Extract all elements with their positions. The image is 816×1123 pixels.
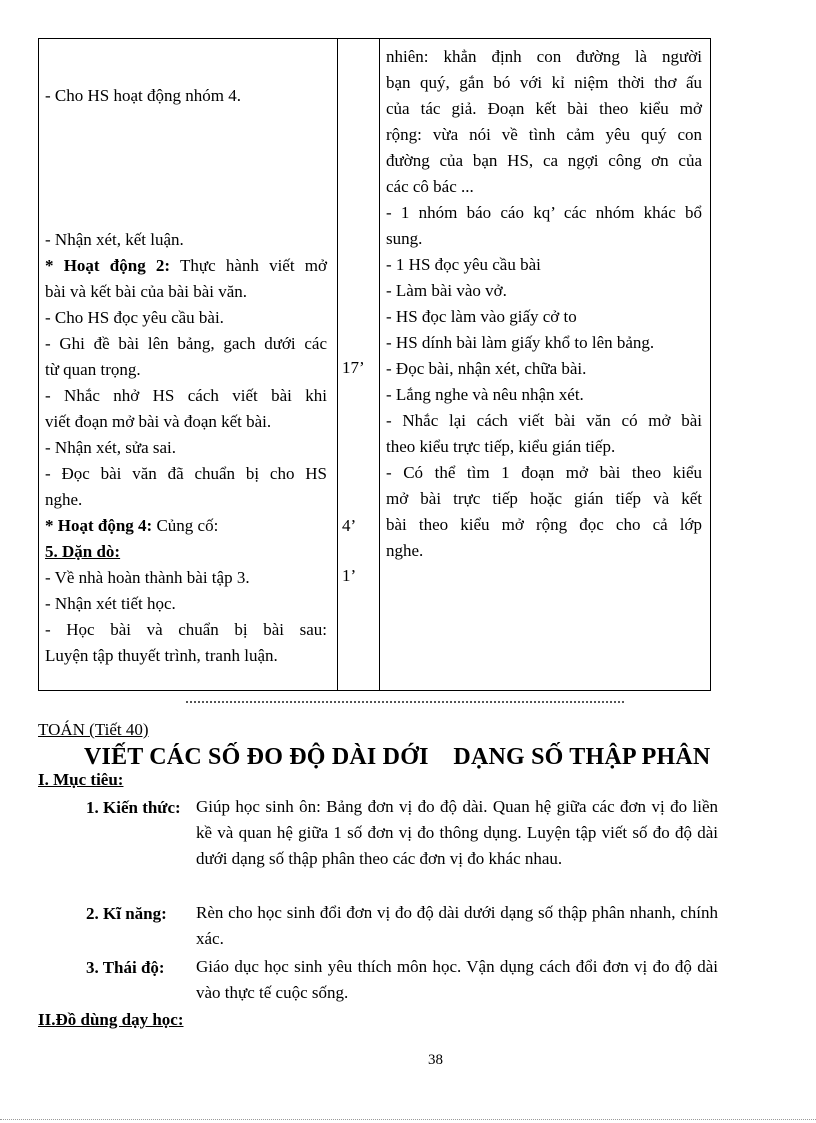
teacher-line: Luyện tập thuyết trình, tranh luận. [45, 646, 278, 665]
dotted-separator [186, 697, 624, 703]
student-line: - Đọc bài, nhận xét, chữa bài. [386, 359, 587, 378]
teacher-activity-column [39, 39, 338, 690]
time-column [338, 39, 380, 690]
time-value: 1’ [342, 566, 357, 585]
teacher-line: - Ghi đề bài lên bảng, gach dưới các [45, 334, 327, 353]
student-line: rộng: vừa nói về tình cảm yêu quý con [386, 125, 702, 144]
teacher-line: từ quan trọng. [45, 360, 141, 379]
teacher-line: - Nhắc nhở HS cách viết bài khi [45, 386, 327, 405]
student-line: bài theo kiểu mở rộng đọc cho cả lớp [386, 515, 702, 534]
homework-heading: 5. Dặn dò: [45, 542, 121, 561]
subject-heading: TOÁN (Tiết 40) [38, 720, 149, 739]
student-line: các cô bác ... [386, 177, 474, 196]
student-line: sung. [386, 229, 423, 248]
student-line: - HS đọc làm vào giấy cở to [386, 307, 577, 326]
student-line: - Có thể tìm 1 đoạn mở bài theo kiểu [386, 463, 702, 482]
student-line: - 1 HS đọc yêu cầu bài [386, 255, 541, 274]
section-objectives-heading: I. Mục tiêu: [38, 770, 124, 789]
activity-4-label: * Hoạt động 4: [45, 516, 153, 535]
student-line: - Làm bài vào vở. [386, 281, 507, 300]
teacher-line: - Học bài và chuẩn bị bài sau: [45, 620, 327, 639]
student-line: đường của bạn HS, ca ngợi công ơn của [386, 151, 702, 170]
section-materials-heading: II.Đồ dùng dạy học: [38, 1010, 184, 1029]
activity-2-label: * Hoạt động 2: [45, 256, 171, 275]
teacher-line: - Đọc bài văn đã chuẩn bị cho HS [45, 464, 327, 483]
teacher-line: - Về nhà hoàn thành bài tập 3. [45, 568, 250, 587]
student-activity-column [380, 39, 710, 690]
bottom-dotted-border [0, 1119, 816, 1120]
lesson-plan-table [38, 38, 711, 691]
student-line: - Lắng nghe và nêu nhận xét. [386, 385, 584, 404]
teacher-line: - Cho HS đọc yêu cầu bài. [45, 308, 224, 327]
student-line: mở bài trực tiếp hoặc gián tiếp và kết [386, 489, 702, 508]
objective-knowledge-text: Giúp học sinh ôn: Bảng đơn vị đo độ dài. Quan hệ giữa các đơn vị đo liền kề và quan hệ giữa 1 số đơn vị đo thông dụng. Luyện tập viết số đo độ dài dưới dạng số thập phân theo các đơn vị đo khác nhau. [196, 797, 718, 868]
teacher-line: - Cho HS hoạt động nhóm 4. [45, 86, 241, 105]
objective-skill-text: Rèn cho học sinh đổi đơn vị đo độ dài dưới dạng số thập phân nhanh, chính xác. [196, 903, 718, 948]
teacher-line: - Nhận xét tiết học. [45, 594, 176, 613]
objective-attitude-text: Giáo dục học sinh yêu thích môn học. Vận dụng cách đổi đơn vị đo độ dài vào thực tế cuộc sống. [196, 957, 718, 1002]
objective-attitude-label: 3. Thái độ: [86, 958, 165, 977]
student-line: - Nhắc lại cách viết bài văn có mở bài [386, 411, 702, 430]
student-line: nghe. [386, 541, 424, 560]
time-value: 4’ [342, 516, 357, 535]
student-line: bạn quý, gắn bó với kỉ niệm thời thơ ấu [386, 73, 702, 92]
objective-knowledge-label: 1. Kiến thức: [86, 798, 181, 817]
teacher-line: nghe. [45, 490, 83, 509]
objective-skill-label: 2. Kĩ năng: [86, 904, 167, 923]
teacher-line: - Nhận xét, kết luận. [45, 230, 184, 249]
time-value: 17’ [342, 358, 365, 377]
student-line: - 1 nhóm báo cáo kq’ các nhóm khác bổ [386, 203, 702, 222]
student-line: - HS dính bài làm giấy khổ to lên bảng. [386, 333, 655, 352]
teacher-line: * Hoạt động 4: Củng cố: [45, 516, 219, 535]
student-line: theo kiểu trực tiếp, kiểu gián tiếp. [386, 437, 616, 456]
student-line: của tác giả. Đoạn kết bài theo kiểu mở [386, 99, 702, 118]
student-line: nhiên: khẳn định con đường là người [386, 47, 702, 66]
lesson-title: VIẾT CÁC SỐ ĐO ĐỘ DÀI DỚI DẠNG SỐ THẬP PHÂN [84, 744, 711, 770]
teacher-line: * Hoạt động 2: Thực hành viết mở [45, 256, 327, 275]
teacher-line: bài và kết bài của bài bài văn. [45, 282, 248, 301]
teacher-line: viết đoạn mở bài và đoạn kết bài. [45, 412, 272, 431]
teacher-line: - Nhận xét, sửa sai. [45, 438, 177, 457]
page-number: 38 [428, 1052, 443, 1068]
